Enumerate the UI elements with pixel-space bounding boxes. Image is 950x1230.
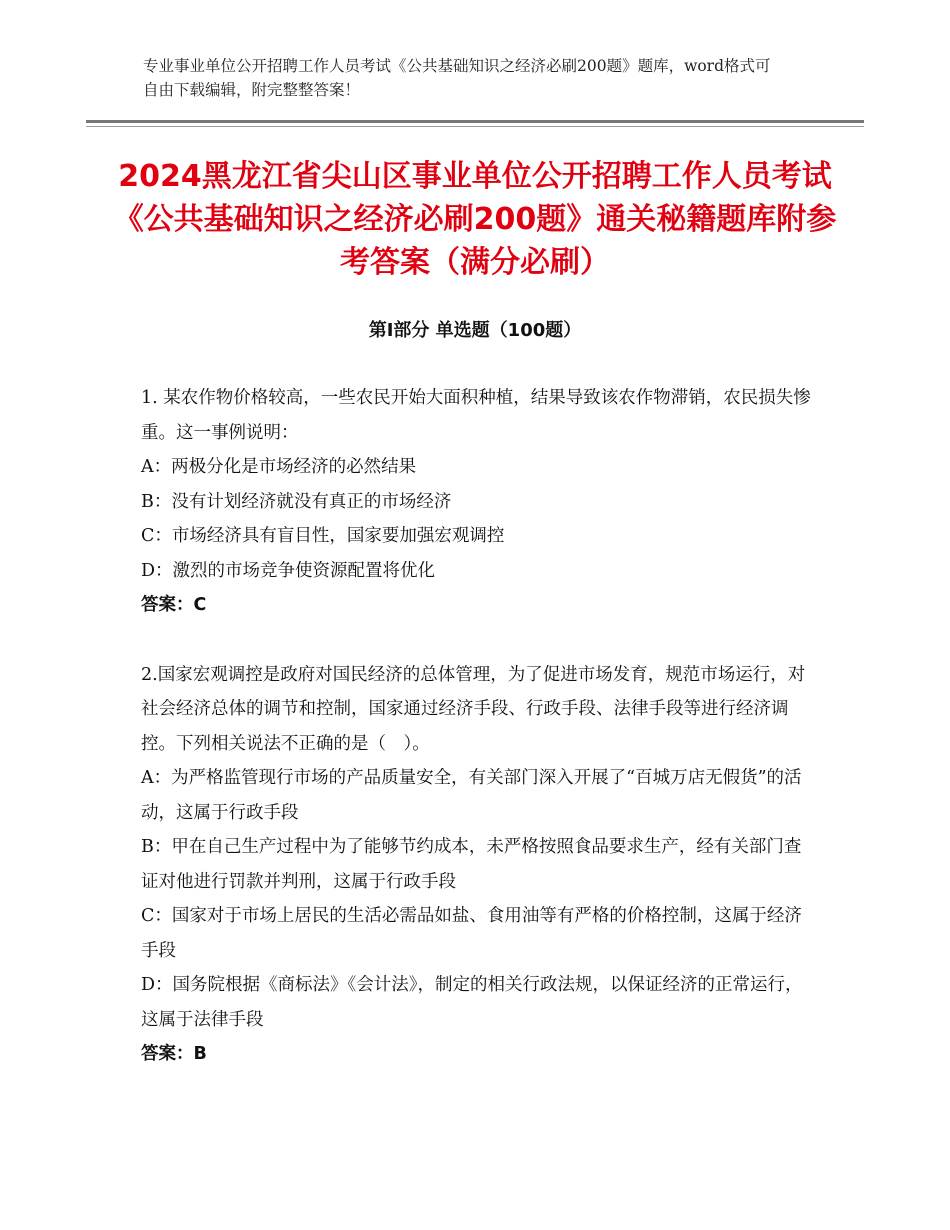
- option-c: C：市场经济具有盲目性，国家要加强宏观调控: [141, 526, 505, 546]
- question-1: [141, 381, 811, 623]
- section-title: 第Ⅰ部分 单选题（100题）: [368, 320, 582, 341]
- option-b: B：甲在自己生产过程中为了能够节约成本，未严格按照食品要求生产，经有关部门查证对他进行罚款并判刑，这属于行政手段: [141, 837, 802, 892]
- header-note: 专业事业单位公开招聘工作人员考试《公共基础知识之经济必刷200题》题库，word格式可自由下载编辑，附完整整答案！: [143, 57, 771, 99]
- question-2: [141, 658, 811, 1072]
- question-list: [141, 381, 811, 1107]
- option-d: D：国务院根据《商标法》《会计法》，制定的相关行政法规，以保证经济的正常运行，这属于法律手段: [141, 975, 803, 1030]
- answer: 答案：C: [141, 595, 207, 615]
- header-divider-thin: [86, 126, 864, 127]
- option-a: A：为严格监管现行市场的产品质量安全，有关部门深入开展了“百城万店无假货”的活动，这属于行政手段: [141, 768, 802, 823]
- question-text: 2.国家宏观调控是政府对国民经济的总体管理，为了促进市场发育，规范市场运行，对社会经济总体的调节和控制，国家通过经济手段、行政手段、法律手段等进行经济调控。下列相关说法不正确的是（ ）。: [141, 664, 806, 754]
- answer: 答案：B: [141, 1044, 207, 1064]
- question-text: 1. 某农作物价格较高，一些农民开始大面积种植，结果导致该农作物滞销，农民损失惨重。这一事例说明：: [141, 388, 811, 443]
- document-title: 2024黑龙江省尖山区事业单位公开招聘工作人员考试《公共基础知识之经济必刷200题》通关秘籍题库附参考答案（满分必刷）: [113, 159, 837, 280]
- option-d: D：激烈的市场竞争使资源配置将优化: [141, 560, 436, 581]
- option-b: B：没有计划经济就没有真正的市场经济: [141, 491, 452, 512]
- option-c: C：国家对于市场上居民的生活必需品如盐、食用油等有严格的价格控制，这属于经济手段: [141, 906, 802, 961]
- option-a: A：两极分化是市场经济的必然结果: [141, 457, 417, 477]
- header-divider-thick: [86, 120, 864, 123]
